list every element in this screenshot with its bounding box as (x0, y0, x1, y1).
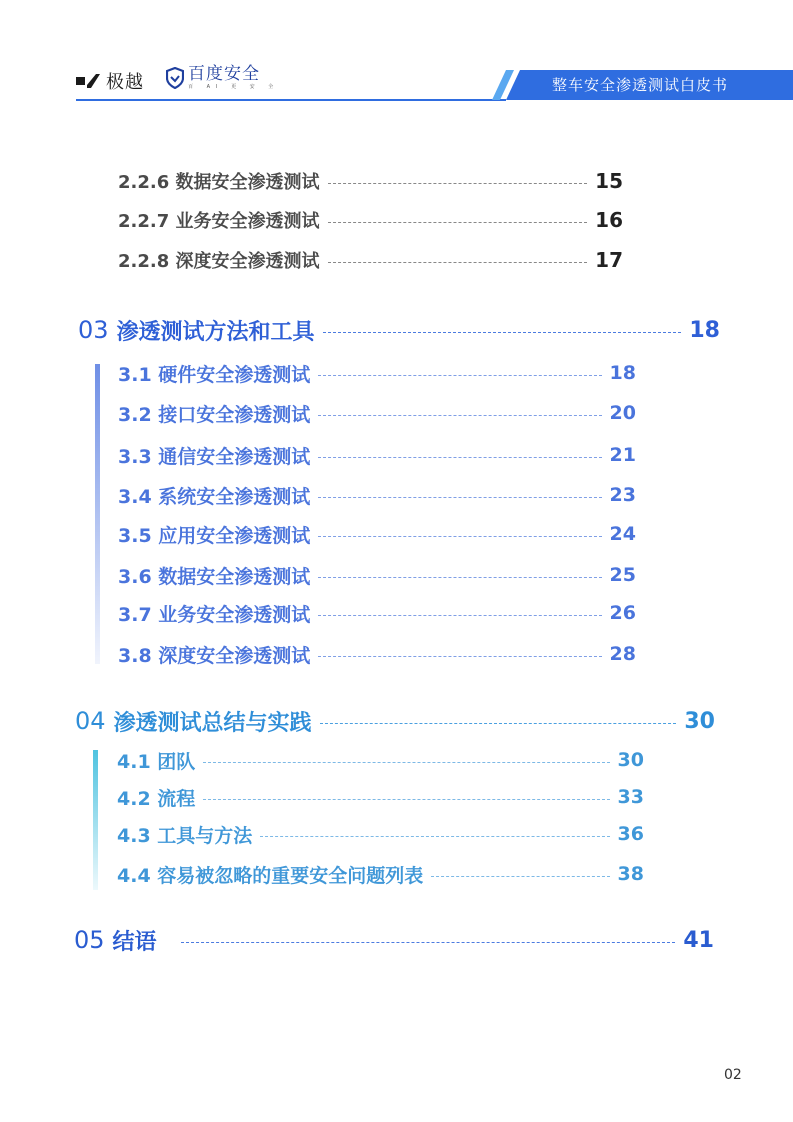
toc-entry-2-2-8[interactable] (118, 247, 623, 273)
toc-leader (203, 762, 609, 763)
toc-entry-label: 4.3 工具与方法 (117, 824, 253, 847)
jiyue-logo-text: 极越 (106, 72, 144, 93)
toc-entry-3-1[interactable] (118, 360, 636, 386)
toc-leader (318, 615, 601, 616)
toc-page-number: 15 (595, 169, 623, 193)
section-number: 05 (74, 926, 105, 954)
section-03-accent-bar (95, 364, 100, 664)
toc-entry-label: 3.3 通信安全渗透测试 (118, 445, 311, 468)
section-number: 04 (75, 707, 106, 735)
toc-entry-4-3[interactable] (117, 821, 644, 847)
toc-page-number: 20 (609, 402, 636, 424)
section-title: 结语 (112, 929, 157, 955)
toc-entry-label: 2.2.6 数据安全渗透测试 (118, 172, 320, 193)
toc-page-number: 18 (689, 317, 720, 343)
toc-entry-3-3[interactable] (118, 442, 636, 468)
toc-leader (323, 332, 682, 333)
toc-entry-label: 3.4 系统安全渗透测试 (118, 485, 311, 508)
toc-entry-2-2-7[interactable] (118, 207, 623, 233)
toc-entry-label: 3.5 应用安全渗透测试 (118, 524, 311, 547)
toc-entry-label: 4.1 团队 (117, 750, 196, 773)
toc-entry-label: 4.2 流程 (117, 787, 196, 810)
section-title: 渗透测试方法和工具 (116, 319, 315, 345)
page-number: 02 (724, 1067, 742, 1083)
toc-page-number: 23 (609, 484, 636, 506)
toc-page-number: 28 (609, 643, 636, 665)
toc-page-number: 18 (609, 362, 636, 384)
toc-entry-3-2[interactable] (118, 400, 636, 426)
toc-page-number: 16 (595, 208, 623, 232)
document-title: 整车安全渗透测试白皮书 (552, 76, 729, 94)
toc-leader (318, 457, 601, 458)
toc-page-number: 38 (617, 863, 644, 885)
baidu-logo-subtext: 百 AI 更 安 全 (188, 84, 280, 90)
toc-page-number: 24 (609, 523, 636, 545)
section-number: 03 (78, 316, 109, 344)
page-header (0, 0, 793, 110)
toc-entry-3-6[interactable] (118, 562, 636, 588)
header-divider (76, 99, 506, 101)
jiyue-logo (76, 68, 144, 94)
toc-entry-label: 3.2 接口安全渗透测试 (118, 403, 311, 426)
toc-leader (431, 876, 609, 877)
toc-entry-3-8[interactable] (118, 641, 636, 667)
toc-page-number: 25 (609, 564, 636, 586)
toc-section-03[interactable] (78, 314, 720, 346)
toc-entry-label: 2.2.8 深度安全渗透测试 (118, 251, 320, 272)
baidu-logo-text: 百度安全 (188, 64, 260, 84)
toc-leader (318, 415, 601, 416)
toc-page-number: 30 (617, 749, 644, 771)
toc-page-number: 21 (609, 444, 636, 466)
toc-entry-label: 3.1 硬件安全渗透测试 (118, 363, 311, 386)
baidu-security-logo (166, 66, 279, 90)
shield-icon (166, 67, 184, 89)
toc-page-number: 41 (683, 927, 714, 953)
toc-leader (181, 942, 676, 943)
toc-leader (318, 497, 601, 498)
toc-leader (328, 183, 588, 184)
toc-section-05[interactable] (74, 924, 714, 956)
section-title: 渗透测试总结与实践 (113, 710, 312, 736)
toc-entry-label: 3.7 业务安全渗透测试 (118, 603, 311, 626)
toc-page-number: 33 (617, 786, 644, 808)
toc-entry-3-5[interactable] (118, 521, 636, 547)
toc-entry-4-2[interactable] (117, 784, 644, 810)
toc-page-number: 26 (609, 602, 636, 624)
toc-entry-3-7[interactable] (118, 600, 636, 626)
toc-entry-2-2-6[interactable] (118, 168, 623, 194)
toc-leader (328, 222, 588, 223)
toc-entry-4-1[interactable] (117, 747, 644, 773)
toc-entry-label: 3.6 数据安全渗透测试 (118, 565, 311, 588)
toc-entry-label: 3.8 深度安全渗透测试 (118, 644, 311, 667)
toc-leader (318, 577, 601, 578)
toc-leader (318, 656, 601, 657)
toc-entry-label: 2.2.7 业务安全渗透测试 (118, 211, 320, 232)
toc-page-number: 30 (684, 708, 715, 734)
toc-leader (328, 262, 588, 263)
toc-entry-4-4[interactable] (117, 861, 644, 887)
section-04-accent-bar (93, 750, 98, 890)
toc-page-number: 17 (595, 248, 623, 272)
toc-leader (203, 799, 609, 800)
toc-leader (318, 375, 601, 376)
jiyue-logo-icon (76, 72, 100, 90)
toc-entry-label: 4.4 容易被忽略的重要安全问题列表 (117, 864, 424, 887)
toc-page-number: 36 (617, 823, 644, 845)
toc-leader (320, 723, 677, 724)
toc-leader (260, 836, 609, 837)
toc-leader (318, 536, 601, 537)
toc-section-04[interactable] (75, 705, 715, 737)
toc-entry-3-4[interactable] (118, 482, 636, 508)
